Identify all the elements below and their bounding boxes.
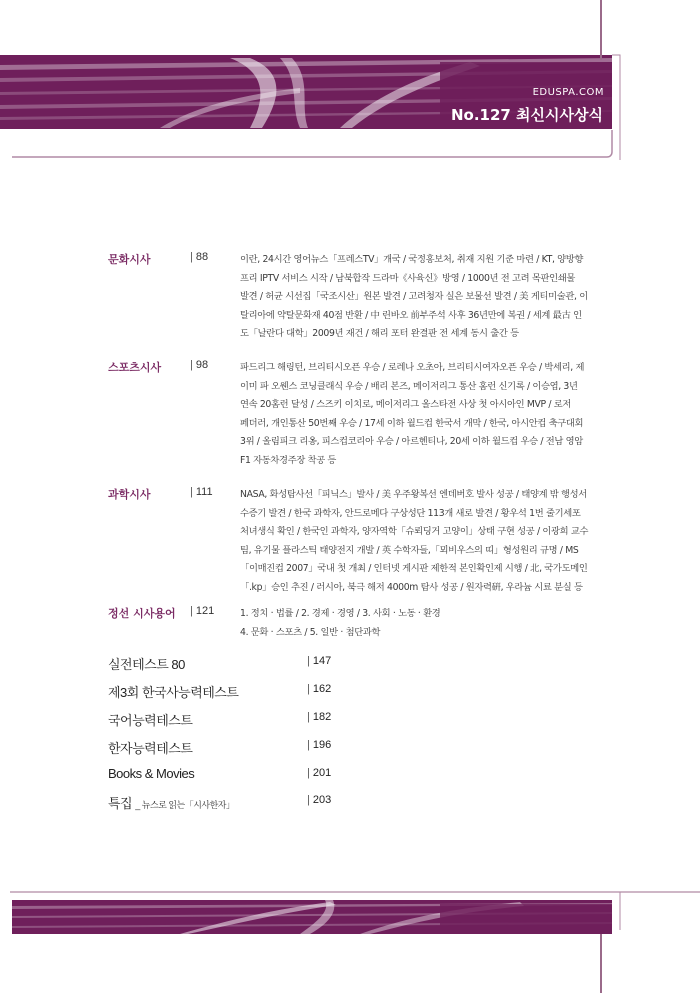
toc-item-special[interactable]	[108, 793, 528, 815]
toc-item-korean-language-test[interactable]	[108, 710, 528, 732]
item-page: | 203	[307, 794, 331, 806]
section-page: | 88	[190, 251, 208, 263]
item-label-sub: _ 뉴스로 읽는「시사한자」	[135, 800, 235, 810]
issue-title: No.127 최신시사상식	[450, 106, 603, 124]
footer-decoration	[0, 880, 700, 993]
section-description: 이란, 24시간 영어뉴스「프레스TV」개국 / 국정홍보처, 취재 지원 기준 마련 / KT, 양방향 프리 IPTV 서비스 시작 / 남북합작 드라마《사육신》방영 / 1000년 전 고려 목판인쇄물 발견 / 허균 시선집「국조시산」원본 발견 / 고려청자 실은 보물선 발견 / 美 게티미술관, 이 탈리아에 약탈문화재 40점 반환 / 中 린바오 前부주석 사후 36년만에 복권 / 세계 最古 인 도「날란다 대학」2009년 재건 / 해리 포터 완결판 전 세계 동시 출간 등	[240, 254, 588, 340]
toc-item-hanja-test[interactable]	[108, 738, 528, 760]
section-label: 과학시사	[108, 488, 151, 501]
toc-item-practice-test[interactable]	[108, 654, 528, 676]
section-description: 1. 정치 · 법률 / 2. 경제 · 경영 / 3. 사회 · 노동 · 환경 4. 문화 · 스포츠 / 5. 일반 · 첨단과학	[240, 608, 441, 638]
section-page: | 111	[190, 486, 213, 498]
item-page: | 147	[307, 655, 331, 667]
item-label	[108, 793, 235, 812]
toc-section-terms[interactable]	[108, 605, 628, 643]
item-label: Books & Movies	[108, 766, 195, 781]
section-description: 파드리그 해링턴, 브리티시오픈 우승 / 로레나 오초아, 브리티시여자오픈 우승 / 박세리, 제 이미 파 오웬스 코닝클래식 우승 / 배리 본즈, 메이저리그 통산 홈런 신기록 / 이승엽, 3년 연속 20홈런 달성 / 스즈키 이치로, 메이저리그 올스타전 사상 첫 아시아인 MVP / 로저 페더러, 개인통산 50번째 우승 / 17세 이하 월드컵 한국서 개막 / 한국, 아시안컵 축구대회 3위 / 올림피크 리옹, 피스컵코리아 우승 / 아르헨티나, 20세 이하 월드컵 우승 / 전남 영암 F1 자동차경주장 착공 등	[240, 362, 585, 466]
item-label: 제3회 한국사능력테스트	[108, 685, 239, 700]
item-label: 실전테스트 80	[108, 657, 185, 672]
section-page: | 121	[190, 605, 214, 617]
section-label: 문화시사	[108, 253, 151, 266]
section-label: 정선 시사용어	[108, 607, 176, 620]
item-label: 한자능력테스트	[108, 741, 193, 756]
item-label-main: 특집	[108, 796, 133, 811]
section-description: NASA, 화성탐사선「피닉스」발사 / 美 우주왕복선 엔데버호 발사 성공 / 태양계 밖 행성서 수증기 발견 / 한국 과학자, 안드로메다 구상성단 113개 새로 발견 / 황우석 1번 줄기세포 처녀생식 확인 / 한국인 과학자, 양자역학「슈뢰딩거 고양이」상태 구현 성공 / 이광희 교수 팀, 유기물 플라스틱 태양전지 개발 / 英 수학자들,「뫼비우스의 띠」형성원리 규명 / MS 「이매진컵 2007」국내 첫 개최 / 인터넷 게시판 제한적 본인확인제 시행 / 北, 국가도메인 「.kp」승인 추진 / 러시아, 북극 해저 4000m 탐사 성공 / 원자력硏, 우라늄 시료 분실 등	[240, 489, 589, 593]
item-page: | 201	[307, 767, 331, 779]
site-url: EDUSPA.COM	[532, 87, 604, 98]
toc-section-sports[interactable]	[108, 359, 628, 471]
section-label: 스포츠시사	[108, 361, 162, 374]
item-label: 국어능력테스트	[108, 713, 193, 728]
header-banner	[0, 0, 700, 170]
toc-section-culture[interactable]	[108, 251, 628, 343]
header-decoration	[0, 0, 700, 170]
item-page: | 182	[307, 711, 331, 723]
section-page: | 98	[190, 359, 208, 371]
toc-item-korean-history-test[interactable]	[108, 682, 528, 704]
item-page: | 162	[307, 683, 331, 695]
footer-banner	[0, 880, 700, 993]
item-page: | 196	[307, 739, 331, 751]
toc-section-science[interactable]	[108, 486, 628, 598]
toc-item-books-movies[interactable]	[108, 766, 528, 788]
